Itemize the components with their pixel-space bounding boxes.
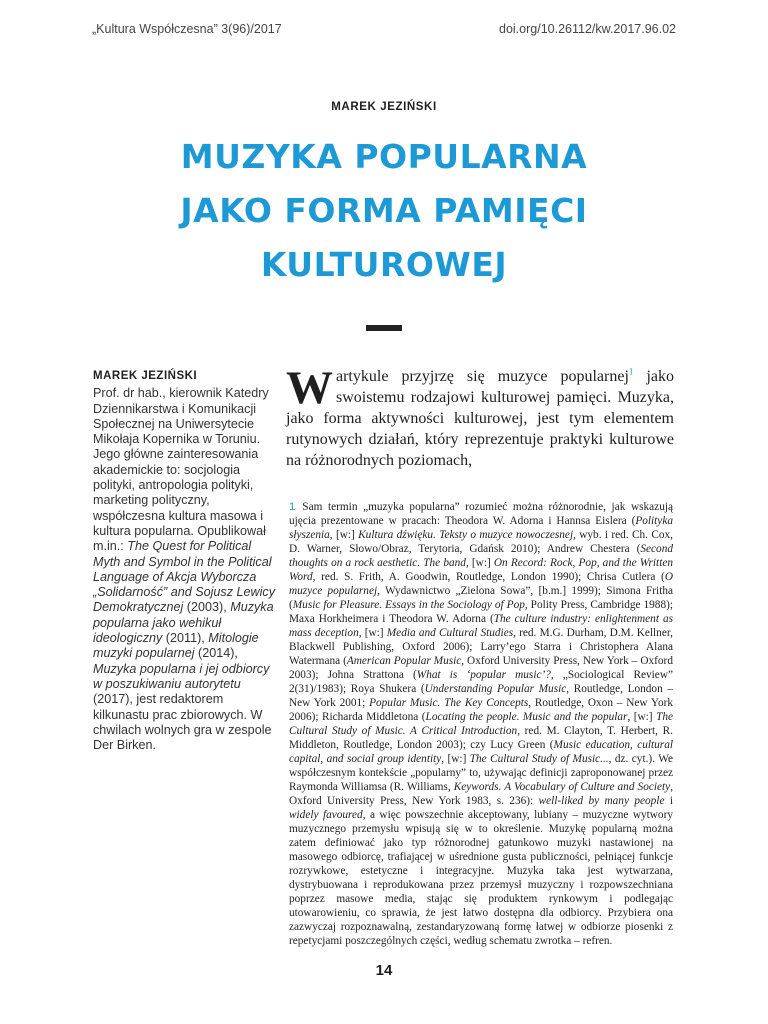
bio-author-name: MAREK JEZIŃSKI [93,370,198,382]
fn-part: , wyb. i red. Ch. Cox, D. Warner, Słowo/Obraz, Terytoria, Gdańsk 2010); Andrew Chestera ( [289,529,673,555]
fn-part: , a więc powszechnie akceptowany, lubiany – muzyczne wytwory muzycznego przemysłu wpisują się w to określenie. Muzykę popularną można zatem definiować jako typ różnorodnej gatunkowo muzyki nastawionej na masowego odbiorcę, trafiającej w uśrednione gusta publiczności, pełniącej funkcje rozrywkowe, estetyczne i integracyjne. Muzyka taka jest wytwarzana, dystrybuowana i reprodukowana przez przemysł muzyczny i rozpowszechniana poprzez masowe media, stając się produktem rynkowym i podlegając utowarowieniu, co sprawia, że jest łatwo dostępna dla odbiorcy. Przybiera ona zazwyczaj rozpoznawalną, zestandaryzowaną formę łatwej w odbiorze piosenki z repetycjami poszczególnych części, według schematu zwrotka – refren. [289,809,673,947]
fn-title: widely favoured [289,809,363,821]
fn-part: , Oxford University Press, New York 1983, s. 236): [289,781,674,807]
title-line-2: JAKO FORMA PAMIĘCI [180,191,588,230]
fn-title: Polityka słyszenia [289,515,673,541]
fn-title: Second thoughts on a rock aesthetic. The band [289,543,673,569]
fn-title: Music education, cultural capital, and social group identity [289,739,673,765]
fn-title: Keywords. A Vocabulary of Culture and Society [453,781,671,793]
fn-title: What is ‘popular music’? [416,669,551,681]
fn-title: The Cultural Study of Music... [469,753,609,765]
fn-part: , red. M.G. Durham, D.M. Kellner, Blackwell Publishing, Oxford 2006); Larry’ego Starra i Christophera Alana Watermana ( [289,627,673,667]
fn-title: well-liked by many people [538,795,665,807]
fn-part: , [w:] [465,557,494,569]
footnote-number: 1 [289,501,296,513]
fn-part: , Routledge, Oxon – New York 2006); Richarda Middletona ( [289,697,674,723]
author-bio [93,369,277,753]
fn-part: , [w:] [627,711,657,723]
fn-part: , „Sociological Review” 2(31)/1983); Roya Shukera ( [289,669,673,695]
fn-title: O muzyce popularnej [289,571,673,597]
body-text: jako swoistemu rodzajowi kulturowej pamięci. Muzyka, jako forma aktywności kulturowej, jest tym elementem rutynowych działań, który reprezentuje praktyki kulturowe na różnorodnych poziomach, [286,368,675,469]
footnote-reference[interactable]: 1 [628,366,634,377]
article-author: MAREK JEZIŃSKI [331,101,437,113]
article-title [84,130,684,292]
bio-part: (2017), jest redaktorem kilkunastu prac zbiorowych. W chwilach wolnych gra w zespole Der Birken. [93,692,272,753]
fn-part: , [w:] [441,753,470,765]
footnote [289,500,673,948]
fn-title: Locating the people. Music and the popular [425,711,628,723]
bio-part: (2003), [183,600,231,615]
bio-title: Muzyka popularna jako wehikuł ideologiczny [93,600,274,646]
doi-link[interactable]: doi.org/10.26112/kw.2017.96.02 [499,22,676,36]
title-line-1: MUZYKA POPULARNA [180,137,588,176]
fn-part: , red. S. Frith, A. Goodwin, Routledge, London 1990); Chrisa Cutlera ( [312,571,665,583]
fn-title: Kultura dźwięku. Teksty o muzyce nowoczesnej [358,529,574,541]
body-text: artykule przyjrzę się muzyce popularnej [336,368,629,385]
bio-title: Muzyka popularna i jej odbiorcy w poszukiwaniu autorytetu [93,661,270,691]
journal-citation: „Kultura Współczesna” 3(96)/2017 [92,22,282,36]
fn-title: Popular Music. The Key Concepts [369,697,529,709]
fn-title: Media and Cultural Studies [386,627,514,639]
fn-title: Music for Pleasure. Essays in the Sociology of Pop [292,599,525,611]
fn-part: , dz. cyt.). We współczesnym kontekście „popularny” to, używając definicji zaproponowanej przez Raymonda Williamsa (R. Williams, [289,753,673,793]
bio-part: (2014), [194,646,238,661]
fn-title: The culture industry: enlightenment as mass deception [289,613,673,639]
fn-title: The Cultural Study of Music. A Critical Introduction [289,711,674,737]
fn-part: , red. M. Clayton, T. Herbert, R. Middleton, Routledge, London 2003); czy Lucy Green ( [289,725,673,751]
fn-part: , Wydawnictwo „Zielona Sowa”, [b.m.] 1999); Simona Fritha ( [289,585,673,611]
bio-part: Prof. dr hab., kierownik Katedry Dziennikarstwa i Komunikacji Społecznej na Uniwersytecie Mikołaja Kopernika w Toruniu. Jego główne zainteresowania akademickie to: socjologia polityki, antropologia polityki, marketing polityczny, współczesna kultura masowa i kultura popularna. Opublikował m.in.: [93,386,269,554]
fn-title: American Popular Music [346,655,462,667]
bio-part: (2011), [162,631,209,646]
fn-part: , [w:] [329,529,359,541]
fn-title: On Record: Rock, Pop, and the Written Word [289,557,673,583]
bio-title: The Quest for Political Myth and Symbol in the Political Language of Akcja Wyborcza „Solidarność” and Sojusz Lewicy Demokratycznej [93,539,275,615]
drop-cap: W [286,362,333,414]
title-divider [366,325,402,331]
fn-part: i [664,795,673,807]
article-body [286,362,675,471]
page-number: 14 [375,962,393,979]
fn-title: Understanding Popular Music [424,683,567,695]
fn-part: , Routledge, London – New York 2001; [289,683,673,709]
fn-part: , Polity Press, Cambridge 1988); Maxa Horkheimera i Theodora W. Adorna ( [289,599,673,625]
running-header [92,22,676,36]
fn-part: Sam termin „muzyka popularna” rozumieć można różnorodnie, jak wskazują ujęcia prezentowane w pracach: Theodora W. Adorna i Hannsa Eislera ( [289,501,673,527]
bio-text [93,386,277,753]
fn-part: , Oxford University Press, New York – Oxford 2003); Johna Strattona ( [289,655,673,681]
fn-part: , [w:] [358,627,387,639]
bio-title: Mitologie muzyki popularnej [93,631,259,661]
title-line-3: KULTUROWEJ [260,245,508,284]
